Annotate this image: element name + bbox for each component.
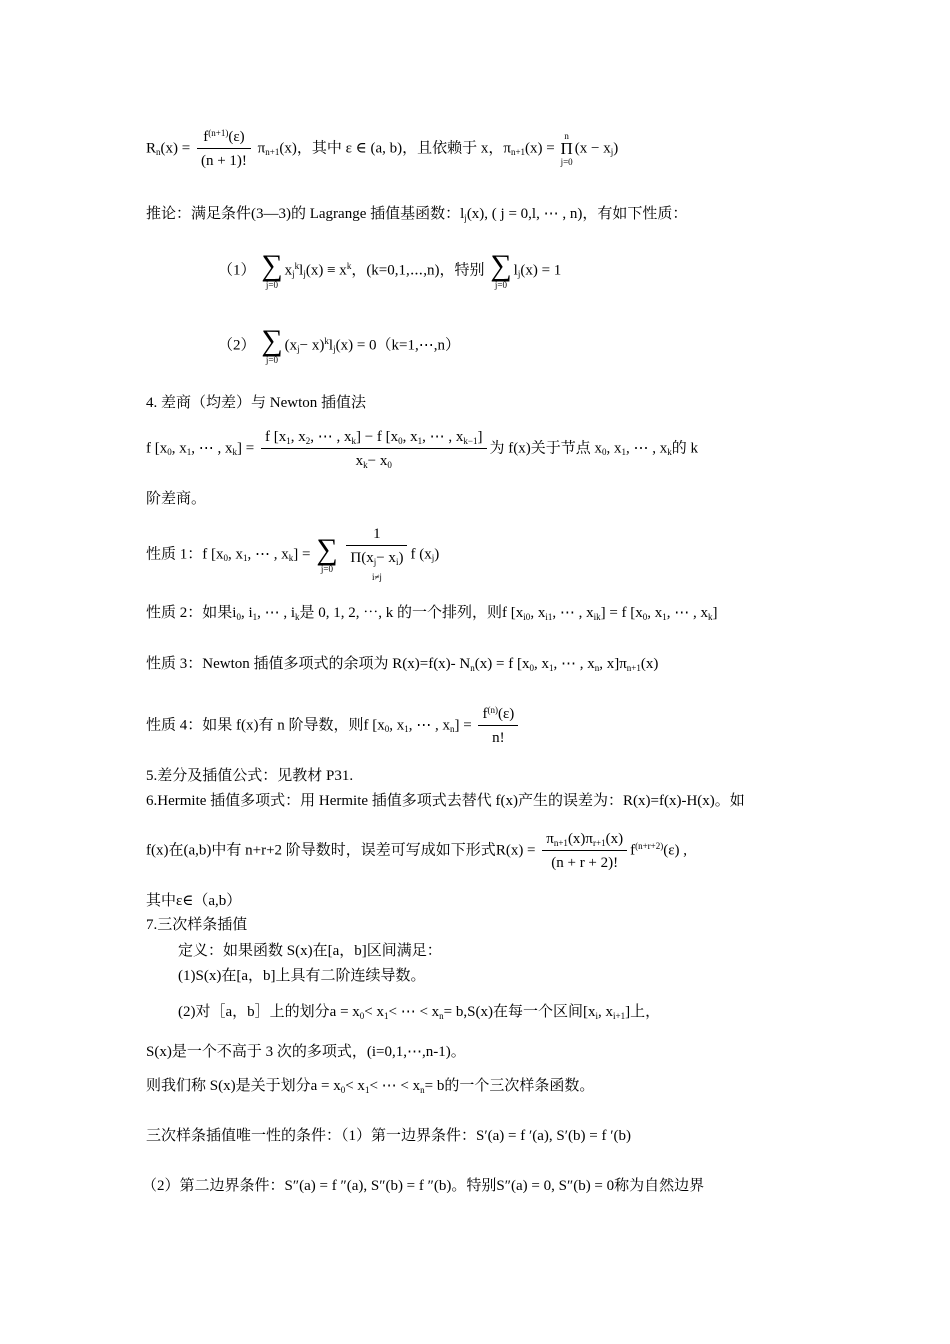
symbol: (x: [284, 337, 298, 354]
denominator: n!: [492, 730, 505, 746]
text: ]上，: [625, 1004, 661, 1020]
subscript: 1: [548, 663, 554, 673]
lagrange-property-2: [218, 324, 460, 365]
subscript: 0: [359, 1011, 365, 1021]
symbol: a = x: [310, 1078, 341, 1094]
symbol: (x) = f [x: [474, 656, 530, 672]
superscript: (n): [487, 705, 498, 715]
symbol: , x: [530, 605, 546, 621]
denominator: (n + 1)!: [200, 153, 247, 169]
text: 三次样条插值唯一性的条件：（1）第一边界条件：: [146, 1128, 477, 1144]
symbol: , x: [402, 429, 418, 445]
subscript: r+1: [593, 838, 606, 848]
numerator: 1: [346, 525, 407, 546]
lower-limit: j=0: [265, 280, 278, 290]
subscript: 1: [243, 553, 248, 564]
fraction: [346, 525, 407, 585]
label: 性质 1：: [146, 546, 203, 563]
text: 推论：满足条件(3—3)的 Lagrange 插值基函数：: [146, 206, 461, 222]
symbol: x: [355, 453, 364, 469]
subscript: 1: [364, 1085, 370, 1095]
subscript: j: [517, 269, 521, 280]
subscript: 0: [387, 460, 392, 470]
label: （2）: [218, 337, 256, 354]
lower-limit: j=0: [494, 280, 507, 290]
lower-limit: j=0: [265, 355, 278, 365]
text: 的 k: [671, 440, 699, 457]
divdiff-property-4: [146, 705, 521, 747]
section-7-second-boundary: [142, 1177, 704, 1195]
text: (x), ( j = 0,l, ⋯ , n)，有如下性质：: [466, 206, 688, 222]
section-4-title: 4. 差商（均差）与 Newton 插值法: [146, 395, 366, 411]
subscript: k: [288, 553, 294, 564]
subscript: j: [303, 269, 306, 280]
symbol: f: [203, 129, 209, 145]
symbol: < x: [364, 1004, 384, 1020]
symbol: , i: [240, 605, 253, 621]
summation: [261, 324, 283, 365]
symbol: f (x: [410, 546, 432, 563]
fraction: [542, 830, 627, 872]
symbol: ∑: [316, 533, 338, 566]
subscript: 1: [417, 436, 423, 446]
symbol: ): [613, 140, 619, 157]
subscript: j: [297, 344, 300, 355]
upper-limit: n: [564, 130, 569, 141]
text: 是 0, 1, 2, ⋯, k 的一个排列，则: [299, 605, 503, 621]
subscript: 1: [404, 724, 409, 735]
symbol: l: [513, 262, 518, 279]
symbol: (x) =: [160, 140, 191, 157]
symbol: , x: [606, 440, 622, 457]
symbol: Π: [560, 138, 573, 158]
symbol: , x: [533, 656, 549, 672]
symbol: (x) ≡ x: [305, 262, 347, 279]
symbol: , ⋯ , x: [553, 656, 595, 672]
symbol: R: [146, 140, 157, 157]
fraction: [197, 128, 251, 170]
symbol: S″(a) = f ″(a), S″(b) = f ″(b): [284, 1178, 452, 1194]
subscript: n: [470, 663, 475, 673]
label: 性质 4：如果 f(x)有 n 阶导数，则: [146, 717, 364, 734]
subscript: n+1: [265, 147, 280, 158]
subscript: 0: [236, 612, 241, 622]
symbol: , ⋯ , x: [408, 717, 450, 734]
text: 则我们称 S(x)是关于划分: [146, 1078, 311, 1094]
subscript: k: [667, 447, 672, 458]
fraction: [478, 705, 518, 747]
product-symbol: [561, 132, 573, 167]
subscript: 2: [305, 436, 311, 446]
symbol: (x): [605, 831, 624, 847]
fraction: [261, 428, 487, 470]
symbol: Π(x: [350, 550, 374, 566]
subscript: n: [450, 724, 455, 735]
divided-difference-formula: [146, 428, 698, 470]
denominator: (n + r + 2)!: [551, 855, 619, 871]
subscript: i0: [523, 612, 531, 622]
subscript: i1: [545, 612, 553, 622]
symbol: , ⋯ , x: [247, 546, 289, 563]
symbol: ] =: [293, 546, 311, 563]
symbol: π: [257, 140, 266, 157]
symbol: (x) = 1: [520, 262, 562, 279]
divdiff-property-2: [146, 604, 718, 622]
divdiff-property-3: [146, 655, 658, 673]
symbol: , x: [171, 440, 187, 457]
subscript: j: [292, 269, 295, 280]
symbol: , x]π: [599, 656, 627, 672]
subscript: 0: [340, 1085, 346, 1095]
symbol: R(x) =: [495, 842, 536, 859]
symbol: ] =: [237, 440, 255, 457]
symbol: i: [232, 605, 237, 621]
section-5: 5.差分及插值公式：见教材 P31.: [146, 768, 354, 784]
symbol: < ⋯ < x: [388, 1004, 440, 1020]
subscript: j: [464, 213, 467, 223]
section-7-condition-2-continued: S(x)是一个不高于 3 次的多项式，(i=0,1,⋯,n-1)。: [146, 1044, 466, 1060]
symbol: , x: [228, 546, 244, 563]
summation: [261, 249, 283, 290]
symbol: f [x: [363, 717, 385, 734]
subscript: 0: [529, 663, 534, 673]
symbol: S′(a) = f ′(a), S′(b) = f ′(b): [476, 1128, 632, 1144]
section-6: 6.Hermite 插值多项式：用 Hermite 插值多项式去替代 f(x)产生的误差为：R(x)=f(x)-H(x)。如: [146, 793, 745, 809]
symbol: ]: [477, 429, 483, 445]
symbol: ∑: [261, 249, 283, 282]
text: 为 f(x)关于节点 x: [489, 440, 602, 457]
symbol: ): [434, 546, 440, 563]
text: (2)对［a，b］上的划分: [178, 1004, 330, 1020]
text: 。特别: [451, 1178, 497, 1194]
symbol: (x): [279, 140, 297, 157]
text: 称为自然边界: [614, 1178, 705, 1194]
label: （1）: [218, 262, 256, 279]
subscript: k: [351, 436, 356, 446]
subscript: n: [420, 1085, 425, 1095]
section-7-definition: 定义：如果函数 S(x)在[a，b]区间满足：: [178, 943, 442, 959]
symbol: < ⋯ < x: [369, 1078, 421, 1094]
symbol: < x: [345, 1078, 365, 1094]
symbol: ]: [712, 605, 718, 621]
symbol: − x: [376, 550, 396, 566]
subscript: j: [333, 344, 336, 355]
subscript: 1: [384, 1011, 389, 1021]
subscript: 0: [398, 436, 403, 446]
symbol: π: [503, 140, 511, 157]
subscript: n: [439, 1011, 444, 1021]
symbol: , ⋯ , x: [191, 440, 233, 457]
symbol: (x)π: [567, 831, 594, 847]
symbol: = b: [424, 1078, 445, 1094]
symbol: f [x: [146, 440, 168, 457]
subscript: n+1: [553, 838, 568, 848]
subscript: n+1: [510, 147, 526, 158]
superscript: k: [294, 261, 300, 272]
symbol: − x): [299, 337, 325, 354]
symbol: π: [546, 831, 554, 847]
symbol: f: [630, 842, 636, 859]
symbol: , ⋯ , x: [626, 440, 668, 457]
section-7-uniqueness: [146, 1127, 631, 1145]
divided-difference-continued: 阶差商。: [146, 491, 207, 507]
subscript: 1: [286, 436, 291, 446]
subscript: i+1: [613, 1011, 626, 1021]
symbol: , ⋯ , x: [422, 429, 464, 445]
subscript: k: [708, 612, 713, 622]
subscript: i: [395, 557, 399, 567]
text: ，(k=0,1,⋯,n)，特别: [351, 262, 485, 279]
symbol: (x) = 0: [335, 337, 377, 354]
symbol: (ε) ,: [663, 842, 688, 859]
symbol: f: [482, 706, 488, 722]
lower-limit: i≠j: [371, 572, 382, 582]
subscript: k−1: [463, 436, 478, 446]
lower-limit: j=0: [320, 564, 333, 574]
subscript: 1: [621, 447, 626, 458]
text: （2）第二边界条件：: [142, 1178, 285, 1194]
subscript: 1: [252, 612, 258, 622]
superscript: k: [324, 336, 329, 347]
section-7-condition-1: (1)S(x)在[a，b]上具有二阶连续导数。: [178, 968, 426, 984]
symbol: l: [299, 262, 304, 279]
symbol: , x: [647, 605, 663, 621]
subscript: j: [431, 553, 435, 564]
symbol: S″(a) = 0, S″(b) = 0: [496, 1178, 615, 1194]
section-6-domain: 其中ε∈（a,b）: [146, 893, 242, 909]
symbol: x: [284, 262, 293, 279]
symbol: ] = f [x: [600, 605, 643, 621]
symbol: l: [460, 206, 465, 222]
text: f(x)在(a,b)中有 n+r+2 阶导数时，误差可写成如下形式: [146, 842, 496, 859]
symbol: , x: [389, 717, 405, 734]
subscript: 1: [662, 612, 667, 622]
subscript: j: [373, 557, 377, 567]
symbol: ] − f [x: [355, 429, 399, 445]
symbol: (ε): [228, 129, 245, 145]
section-7-conclusion: [146, 1077, 594, 1095]
symbol: , ⋯ , x: [310, 429, 352, 445]
symbol: (x) =: [525, 140, 555, 157]
symbol: ∑: [261, 324, 283, 357]
symbol: (x): [640, 656, 659, 672]
lagrange-property-1: [218, 249, 562, 290]
symbol: ∑: [490, 249, 512, 282]
subscript: k: [295, 612, 300, 622]
text: 的一个三次样条函数。: [444, 1078, 595, 1094]
subscript: k: [232, 447, 237, 458]
remainder-formula: [146, 128, 618, 170]
symbol: a = x: [329, 1004, 360, 1020]
label: 性质 3：Newton 插值多项式的余项为 R(x)=f(x)- N: [146, 656, 471, 672]
text: ,S(x)在每一个区间: [463, 1004, 583, 1020]
symbol: , ⋯ , i: [257, 605, 296, 621]
subscript: n: [156, 147, 161, 158]
subscript: n: [594, 663, 600, 673]
lower-limit: j=0: [560, 156, 573, 167]
superscript: (n+r+2): [635, 841, 664, 852]
subscript: 0: [223, 553, 229, 564]
label: 性质 2：如果: [146, 605, 233, 621]
symbol: [x: [582, 1004, 596, 1020]
subscript: k: [363, 460, 368, 470]
symbol: , ⋯ , x: [552, 605, 594, 621]
subscript: ik: [593, 612, 601, 622]
symbol: l: [328, 337, 334, 354]
subscript: 0: [167, 447, 172, 458]
symbol: = b: [443, 1004, 464, 1020]
divdiff-property-1: [146, 525, 439, 585]
superscript: (n+1): [208, 128, 229, 138]
text: （k=1,⋯,n）: [376, 337, 460, 354]
subscript: j: [610, 147, 614, 158]
symbol: ] =: [454, 717, 472, 734]
section-7-title: 7.三次样条插值: [146, 917, 248, 933]
symbol: (x − x: [574, 140, 611, 157]
symbol: f [x: [202, 546, 224, 563]
section-6-formula: [146, 830, 687, 872]
subscript: 0: [642, 612, 648, 622]
symbol: ): [398, 550, 404, 566]
subscript: i: [595, 1011, 598, 1021]
text: ，其中 ε ∈ (a, b)，且依赖于 x，: [296, 140, 504, 157]
symbol: f [x: [264, 429, 287, 445]
symbol: , x: [598, 1004, 613, 1020]
symbol: f [x: [502, 605, 524, 621]
subscript: n+1: [626, 663, 641, 673]
corollary: [146, 205, 687, 223]
superscript: k: [346, 261, 352, 272]
summation: [316, 533, 338, 574]
section-7-condition-2: [178, 1003, 660, 1021]
symbol: , x: [290, 429, 306, 445]
summation: [490, 249, 512, 290]
symbol: (ε): [497, 706, 515, 722]
subscript: 0: [384, 724, 390, 735]
symbol: − x: [367, 453, 388, 469]
subscript: 1: [186, 447, 192, 458]
subscript: 0: [602, 447, 607, 458]
symbol: , ⋯ , x: [666, 605, 709, 621]
